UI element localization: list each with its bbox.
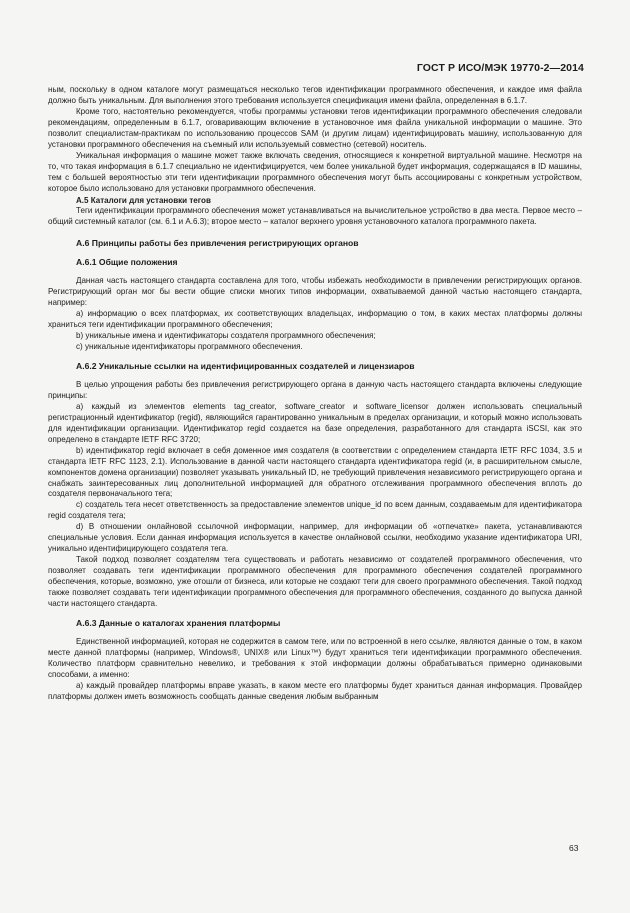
document-body bbox=[48, 85, 582, 703]
list-item: b) уникальные имена и идентификаторы создателя программного обеспечения; bbox=[76, 331, 376, 341]
list-item: а) каждый провайдер платформы вправе указать, в каком месте его платформы будет храниться данная информация. Провайдер платформы должен иметь возможность сообщать данные сведения любым выбранным bbox=[48, 680, 582, 701]
paragraph: Такой подход позволяет создателям тега существовать и работать независимо от создателей программного обеспечения, что позволяет создавать теги идентификации программного обеспечения для программного обеспечения создателей программного обеспечения, которые, возможно, уже отошли от бизнеса, или которые не создают теги для своего программного обеспечения. Такой подход также позволяет создавать теги идентификации программного обеспечения для программного обеспечения, созданного до выпуска данной части настоящего стандарта. bbox=[48, 555, 582, 608]
section-heading-a63: А.6.3 Данные о каталогах хранения платформы bbox=[76, 617, 281, 628]
section-heading-a5: А.5 Каталоги для установки тегов bbox=[76, 195, 211, 205]
list-item: с) создатель тега несет ответственность за предоставление элементов unique_id по всем данным, создаваемым для идентификатора regid создателя тега; bbox=[48, 500, 582, 521]
list-item: с) уникальные идентификаторы программного обеспечения. bbox=[76, 342, 303, 352]
paragraph: Кроме того, настоятельно рекомендуется, чтобы программы установки тегов идентификации программного обеспечения следовали рекомендациям, определенным в 6.1.7, оговаривающим включение в установочное имя файла уникальной информации о машине. Это позволит специалистам-практикам по использованию процессов SAM (и другим лицам) идентифицировать машину, использованную для установки программного обеспечения на съемный или используемый совместно (сетевой) носитель. bbox=[48, 106, 582, 149]
paragraph: Единственной информацией, которая не содержится в самом теге, или по встроенной в него ссылке, являются данные о том, в каком месте данной платформы (например, Windows®, UNIX® или Linux™) будут храниться теги идентификации программного обеспечения. Количество платформ сравнительно невелико, и требования к этой информации должны обрабатываться примерно одинаковыми способами, а именно: bbox=[48, 636, 582, 679]
list-item: а) информацию о всех платформах, их соответствующих владельцах, информацию о том, в каких местах платформы должны храниться теги идентификации программного обеспечения; bbox=[48, 309, 582, 330]
page-number: 63 bbox=[569, 843, 579, 853]
paragraph: Данная часть настоящего стандарта составлена для того, чтобы избежать необходимости в привлечении регистрирующих органов. Регистрирующий орган мог бы вести общие списки многих типов информации, охватываемой данной частью настоящего стандарта, например: bbox=[48, 276, 582, 308]
paragraph: ным, поскольку в одном каталоге могут размещаться несколько тегов идентификации программного обеспечения, и каждое имя файла должно быть уникальным. Для выполнения этого требования используется спецификация имени файла, определенная в 6.1.7. bbox=[48, 85, 582, 105]
document-header: ГОСТ Р ИСО/МЭК 19770-2—2014 bbox=[416, 62, 584, 74]
list-item: d) В отношении онлайновой ссылочной информации, например, для информации об «отпечатке» пакета, устанавливаются специальные условия. Если данная информация используется в качестве онлайновой ссылки, необходимо указание идентификатора URI, уникально идентифицирующего создателя тега. bbox=[48, 522, 582, 554]
paragraph: В целью упрощения работы без привлечения регистрирующего органа в данную часть настоящего стандарта включены следующие принципы: bbox=[48, 379, 582, 400]
section-heading-a61: А.6.1 Общие положения bbox=[76, 257, 178, 268]
section-heading-a62: А.6.2 Уникальные ссылки на идентифицированных создателей и лицензиаров bbox=[76, 360, 415, 371]
paragraph: Теги идентификации программного обеспечения может устанавливаться на вычислительное устройство в два места. Первое место – общий системный каталог (см. 6.1 и А.6.3); второе место – каталог верхнего уровня установочного каталога программного пакета. bbox=[48, 206, 582, 227]
section-heading-a6: А.6 Принципы работы без привлечения регистрирующих органов bbox=[76, 238, 359, 249]
list-item: а) каждый из элементов elements tag_creator, software_creator и software_licensor должен использовать специальный регистрационный идентификатор (regid), являющийся гарантированно уникальным в пределах организации, и который можно использовать для идентификации организации. Идентификатор regid создается на базе определения, разработанного для стандарта iSCSI, как это определено в стандарте IETF RFC 3720; bbox=[48, 401, 582, 444]
list-item: b) идентификатор regid включает в себя доменное имя создателя (в соответствии с определением стандарта IETF RFC 1034, 3.5 и стандарта IETF RFC 1123, 2.1). Использование в данной части настоящего стандарта идентификатора regid (и, в расширительном смысле, компонентов домена организации) позволяет указывать уникальный ID, не требующий привлечения независимого регистрирующего органа и снабжать заинтересованных лиц дополнительной информацией для обратного отслеживания программного обеспечения вплоть до создателя первоначального тега; bbox=[48, 445, 582, 499]
paragraph: Уникальная информация о машине может также включать сведения, относящиеся к конкретной виртуальной машине. Несмотря на то, что такая информация в 6.1.7 специально не идентифицируется, чем более уникальной будет информация, содержащаяся в ID машины, тем с большей вероятностью эти теги идентификации программного обеспечения могут быть ассоциированы с конкретным устройством, которое было использовано для установки программного обеспечения. bbox=[48, 150, 582, 193]
